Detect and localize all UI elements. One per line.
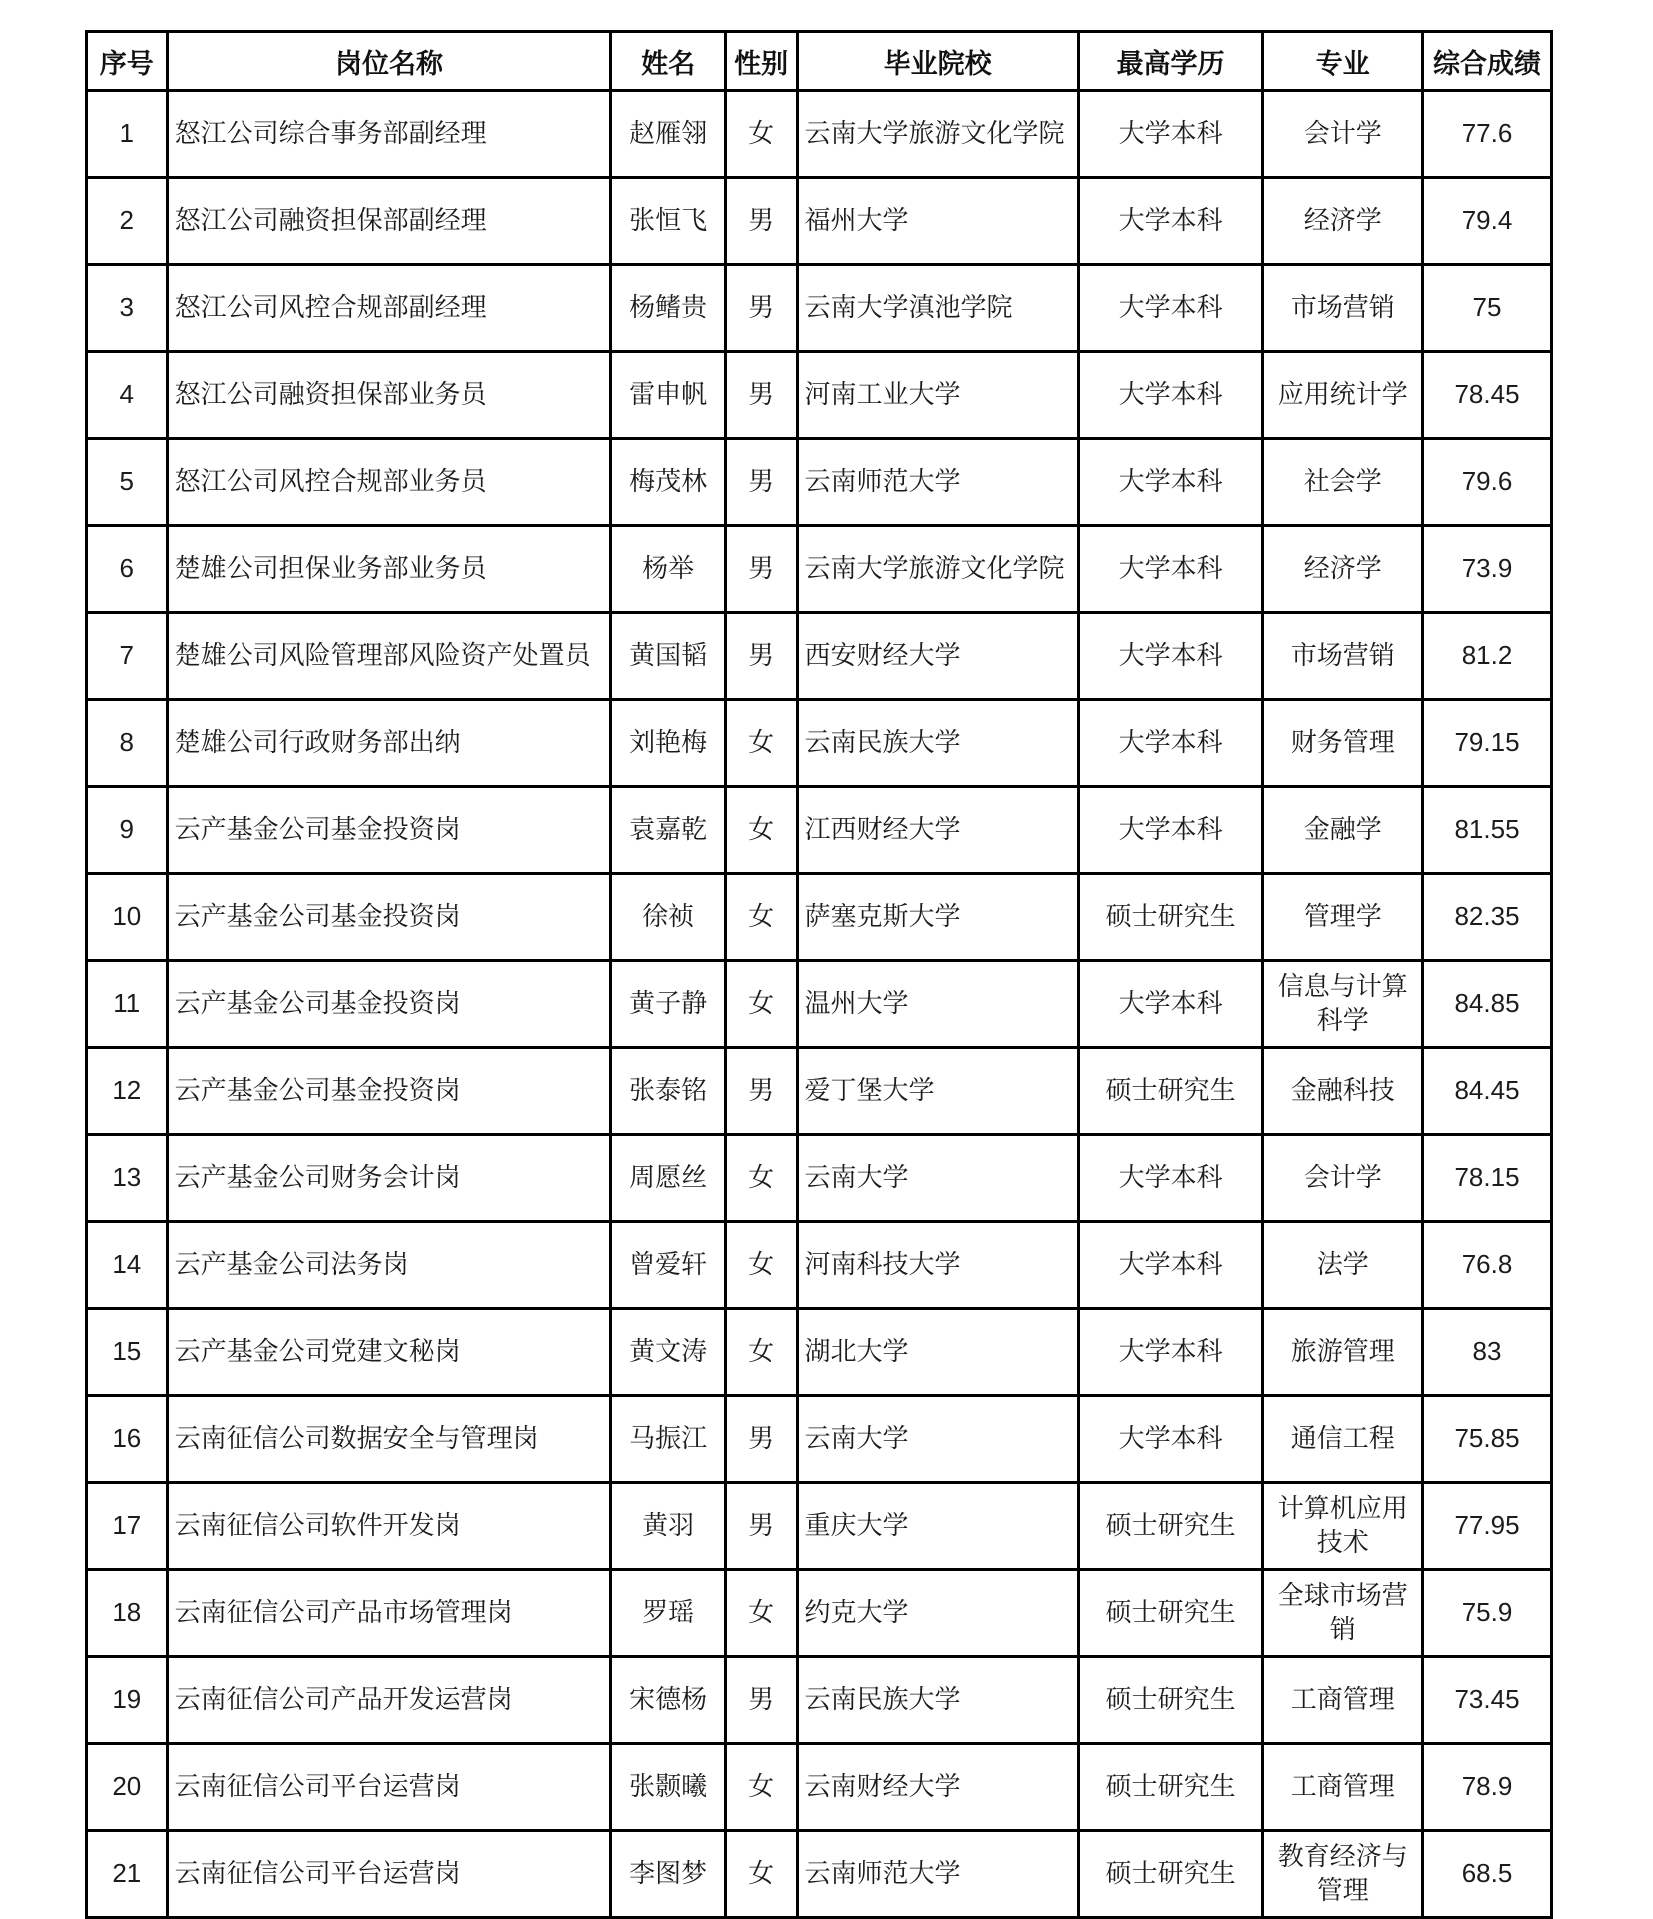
cell-score: 73.45 xyxy=(1423,1657,1552,1744)
cell-score: 81.55 xyxy=(1423,787,1552,874)
table-row xyxy=(87,1396,1552,1483)
header-row xyxy=(87,32,1552,91)
cell-major: 全球市场营销 xyxy=(1263,1570,1423,1657)
cell-gender: 男 xyxy=(725,526,797,613)
cell-school: 云南大学 xyxy=(797,1396,1078,1483)
cell-major: 金融科技 xyxy=(1263,1048,1423,1135)
cell-name: 马振江 xyxy=(611,1396,725,1483)
cell-position: 云南征信公司平台运营岗 xyxy=(167,1831,611,1918)
table-body xyxy=(87,91,1552,1918)
table-row xyxy=(87,874,1552,961)
cell-name: 刘艳梅 xyxy=(611,700,725,787)
table-row xyxy=(87,700,1552,787)
cell-index: 12 xyxy=(87,1048,168,1135)
cell-name: 曾爱轩 xyxy=(611,1222,725,1309)
cell-gender: 女 xyxy=(725,1570,797,1657)
cell-education: 大学本科 xyxy=(1078,178,1263,265)
cell-name: 梅茂林 xyxy=(611,439,725,526)
cell-score: 75.9 xyxy=(1423,1570,1552,1657)
cell-position: 云产基金公司财务会计岗 xyxy=(167,1135,611,1222)
table-row xyxy=(87,526,1552,613)
cell-major: 市场营销 xyxy=(1263,613,1423,700)
table-row xyxy=(87,787,1552,874)
cell-index: 9 xyxy=(87,787,168,874)
cell-major: 通信工程 xyxy=(1263,1396,1423,1483)
cell-index: 1 xyxy=(87,91,168,178)
cell-education: 硕士研究生 xyxy=(1078,874,1263,961)
cell-index: 7 xyxy=(87,613,168,700)
cell-major: 计算机应用技术 xyxy=(1263,1483,1423,1570)
cell-score: 77.95 xyxy=(1423,1483,1552,1570)
cell-education: 硕士研究生 xyxy=(1078,1831,1263,1918)
cell-education: 大学本科 xyxy=(1078,91,1263,178)
cell-name: 黄子静 xyxy=(611,961,725,1048)
cell-index: 2 xyxy=(87,178,168,265)
cell-school: 湖北大学 xyxy=(797,1309,1078,1396)
cell-score: 82.35 xyxy=(1423,874,1552,961)
cell-position: 怒江公司融资担保部副经理 xyxy=(167,178,611,265)
cell-position: 怒江公司风控合规部业务员 xyxy=(167,439,611,526)
cell-score: 79.4 xyxy=(1423,178,1552,265)
cell-index: 14 xyxy=(87,1222,168,1309)
cell-education: 硕士研究生 xyxy=(1078,1483,1263,1570)
cell-education: 大学本科 xyxy=(1078,787,1263,874)
cell-gender: 女 xyxy=(725,700,797,787)
cell-education: 大学本科 xyxy=(1078,1135,1263,1222)
cell-school: 云南大学 xyxy=(797,1135,1078,1222)
cell-name: 张泰铭 xyxy=(611,1048,725,1135)
cell-education: 大学本科 xyxy=(1078,439,1263,526)
cell-score: 76.8 xyxy=(1423,1222,1552,1309)
cell-score: 83 xyxy=(1423,1309,1552,1396)
table-row xyxy=(87,1048,1552,1135)
table-row xyxy=(87,1570,1552,1657)
cell-school: 重庆大学 xyxy=(797,1483,1078,1570)
cell-education: 大学本科 xyxy=(1078,613,1263,700)
column-header-position: 岗位名称 xyxy=(167,32,611,91)
column-header-name: 姓名 xyxy=(611,32,725,91)
cell-education: 大学本科 xyxy=(1078,265,1263,352)
cell-gender: 女 xyxy=(725,91,797,178)
table-row xyxy=(87,1135,1552,1222)
cell-school: 云南财经大学 xyxy=(797,1744,1078,1831)
table-row xyxy=(87,1744,1552,1831)
cell-score: 79.6 xyxy=(1423,439,1552,526)
cell-score: 68.5 xyxy=(1423,1831,1552,1918)
cell-position: 云南征信公司产品市场管理岗 xyxy=(167,1570,611,1657)
cell-education: 大学本科 xyxy=(1078,1309,1263,1396)
cell-school: 江西财经大学 xyxy=(797,787,1078,874)
cell-school: 云南民族大学 xyxy=(797,1657,1078,1744)
cell-education: 硕士研究生 xyxy=(1078,1570,1263,1657)
table-row xyxy=(87,1222,1552,1309)
cell-gender: 男 xyxy=(725,352,797,439)
cell-gender: 男 xyxy=(725,178,797,265)
cell-major: 旅游管理 xyxy=(1263,1309,1423,1396)
cell-education: 大学本科 xyxy=(1078,961,1263,1048)
cell-index: 13 xyxy=(87,1135,168,1222)
cell-school: 云南大学滇池学院 xyxy=(797,265,1078,352)
cell-score: 81.2 xyxy=(1423,613,1552,700)
cell-gender: 女 xyxy=(725,787,797,874)
cell-gender: 男 xyxy=(725,439,797,526)
table-row xyxy=(87,91,1552,178)
cell-name: 徐祯 xyxy=(611,874,725,961)
cell-major: 社会学 xyxy=(1263,439,1423,526)
cell-education: 大学本科 xyxy=(1078,1396,1263,1483)
cell-index: 11 xyxy=(87,961,168,1048)
cell-position: 云产基金公司基金投资岗 xyxy=(167,961,611,1048)
cell-name: 宋德杨 xyxy=(611,1657,725,1744)
cell-major: 信息与计算科学 xyxy=(1263,961,1423,1048)
cell-gender: 女 xyxy=(725,1309,797,1396)
cell-position: 怒江公司综合事务部副经理 xyxy=(167,91,611,178)
cell-score: 75 xyxy=(1423,265,1552,352)
cell-school: 河南工业大学 xyxy=(797,352,1078,439)
cell-name: 杨举 xyxy=(611,526,725,613)
cell-major: 工商管理 xyxy=(1263,1657,1423,1744)
cell-school: 云南师范大学 xyxy=(797,1831,1078,1918)
table-row xyxy=(87,1309,1552,1396)
cell-index: 20 xyxy=(87,1744,168,1831)
cell-index: 5 xyxy=(87,439,168,526)
column-header-gender: 性别 xyxy=(725,32,797,91)
column-header-index: 序号 xyxy=(87,32,168,91)
cell-gender: 男 xyxy=(725,1483,797,1570)
cell-position: 云产基金公司基金投资岗 xyxy=(167,874,611,961)
cell-position: 楚雄公司行政财务部出纳 xyxy=(167,700,611,787)
cell-school: 云南大学旅游文化学院 xyxy=(797,91,1078,178)
cell-index: 21 xyxy=(87,1831,168,1918)
cell-score: 75.85 xyxy=(1423,1396,1552,1483)
cell-major: 应用统计学 xyxy=(1263,352,1423,439)
cell-position: 云产基金公司基金投资岗 xyxy=(167,787,611,874)
cell-major: 会计学 xyxy=(1263,91,1423,178)
cell-gender: 男 xyxy=(725,1657,797,1744)
cell-name: 雷申帆 xyxy=(611,352,725,439)
cell-gender: 女 xyxy=(725,961,797,1048)
cell-gender: 男 xyxy=(725,265,797,352)
cell-index: 17 xyxy=(87,1483,168,1570)
cell-index: 15 xyxy=(87,1309,168,1396)
table-row xyxy=(87,613,1552,700)
cell-index: 8 xyxy=(87,700,168,787)
cell-education: 硕士研究生 xyxy=(1078,1657,1263,1744)
table-row xyxy=(87,1831,1552,1918)
cell-school: 爱丁堡大学 xyxy=(797,1048,1078,1135)
cell-education: 硕士研究生 xyxy=(1078,1744,1263,1831)
cell-index: 16 xyxy=(87,1396,168,1483)
cell-score: 78.15 xyxy=(1423,1135,1552,1222)
cell-gender: 女 xyxy=(725,1135,797,1222)
cell-school: 福州大学 xyxy=(797,178,1078,265)
cell-name: 周愿丝 xyxy=(611,1135,725,1222)
cell-major: 会计学 xyxy=(1263,1135,1423,1222)
cell-score: 73.9 xyxy=(1423,526,1552,613)
cell-name: 张颢曦 xyxy=(611,1744,725,1831)
cell-score: 79.15 xyxy=(1423,700,1552,787)
cell-education: 大学本科 xyxy=(1078,352,1263,439)
cell-name: 李图梦 xyxy=(611,1831,725,1918)
cell-school: 云南大学旅游文化学院 xyxy=(797,526,1078,613)
cell-position: 楚雄公司担保业务部业务员 xyxy=(167,526,611,613)
cell-score: 84.45 xyxy=(1423,1048,1552,1135)
cell-major: 财务管理 xyxy=(1263,700,1423,787)
cell-name: 杨鳍贵 xyxy=(611,265,725,352)
table-row xyxy=(87,1483,1552,1570)
cell-name: 黄国韬 xyxy=(611,613,725,700)
cell-index: 18 xyxy=(87,1570,168,1657)
cell-education: 大学本科 xyxy=(1078,700,1263,787)
cell-gender: 女 xyxy=(725,1222,797,1309)
cell-score: 77.6 xyxy=(1423,91,1552,178)
cell-position: 云南征信公司产品开发运营岗 xyxy=(167,1657,611,1744)
cell-index: 3 xyxy=(87,265,168,352)
cell-score: 78.9 xyxy=(1423,1744,1552,1831)
cell-name: 张恒飞 xyxy=(611,178,725,265)
table-row xyxy=(87,178,1552,265)
cell-position: 云南征信公司平台运营岗 xyxy=(167,1744,611,1831)
column-header-major: 专业 xyxy=(1263,32,1423,91)
cell-index: 19 xyxy=(87,1657,168,1744)
cell-gender: 女 xyxy=(725,1831,797,1918)
cell-gender: 女 xyxy=(725,874,797,961)
cell-index: 10 xyxy=(87,874,168,961)
cell-education: 硕士研究生 xyxy=(1078,1048,1263,1135)
cell-school: 温州大学 xyxy=(797,961,1078,1048)
cell-position: 怒江公司风控合规部副经理 xyxy=(167,265,611,352)
table-row xyxy=(87,265,1552,352)
cell-gender: 女 xyxy=(725,1744,797,1831)
cell-name: 黄文涛 xyxy=(611,1309,725,1396)
column-header-school: 毕业院校 xyxy=(797,32,1078,91)
cell-index: 4 xyxy=(87,352,168,439)
cell-school: 河南科技大学 xyxy=(797,1222,1078,1309)
cell-gender: 男 xyxy=(725,1048,797,1135)
cell-score: 84.85 xyxy=(1423,961,1552,1048)
cell-major: 经济学 xyxy=(1263,526,1423,613)
cell-major: 金融学 xyxy=(1263,787,1423,874)
cell-position: 云产基金公司基金投资岗 xyxy=(167,1048,611,1135)
cell-name: 黄羽 xyxy=(611,1483,725,1570)
cell-position: 云产基金公司法务岗 xyxy=(167,1222,611,1309)
cell-position: 云产基金公司党建文秘岗 xyxy=(167,1309,611,1396)
cell-name: 赵雁翎 xyxy=(611,91,725,178)
cell-position: 怒江公司融资担保部业务员 xyxy=(167,352,611,439)
cell-score: 78.45 xyxy=(1423,352,1552,439)
cell-major: 市场营销 xyxy=(1263,265,1423,352)
cell-major: 经济学 xyxy=(1263,178,1423,265)
table-row xyxy=(87,1657,1552,1744)
cell-school: 云南师范大学 xyxy=(797,439,1078,526)
cell-school: 云南民族大学 xyxy=(797,700,1078,787)
cell-position: 云南征信公司软件开发岗 xyxy=(167,1483,611,1570)
table-row xyxy=(87,352,1552,439)
cell-major: 管理学 xyxy=(1263,874,1423,961)
column-header-education: 最高学历 xyxy=(1078,32,1263,91)
cell-gender: 男 xyxy=(725,1396,797,1483)
cell-index: 6 xyxy=(87,526,168,613)
cell-position: 云南征信公司数据安全与管理岗 xyxy=(167,1396,611,1483)
cell-school: 约克大学 xyxy=(797,1570,1078,1657)
column-header-score: 综合成绩 xyxy=(1423,32,1552,91)
cell-name: 袁嘉乾 xyxy=(611,787,725,874)
cell-school: 萨塞克斯大学 xyxy=(797,874,1078,961)
cell-name: 罗瑶 xyxy=(611,1570,725,1657)
cell-gender: 男 xyxy=(725,613,797,700)
recruitment-results-table xyxy=(85,30,1553,1919)
cell-school: 西安财经大学 xyxy=(797,613,1078,700)
table-row xyxy=(87,439,1552,526)
table-row xyxy=(87,961,1552,1048)
cell-major: 工商管理 xyxy=(1263,1744,1423,1831)
cell-major: 法学 xyxy=(1263,1222,1423,1309)
cell-position: 楚雄公司风险管理部风险资产处置员 xyxy=(167,613,611,700)
cell-major: 教育经济与管理 xyxy=(1263,1831,1423,1918)
cell-education: 大学本科 xyxy=(1078,526,1263,613)
cell-education: 大学本科 xyxy=(1078,1222,1263,1309)
